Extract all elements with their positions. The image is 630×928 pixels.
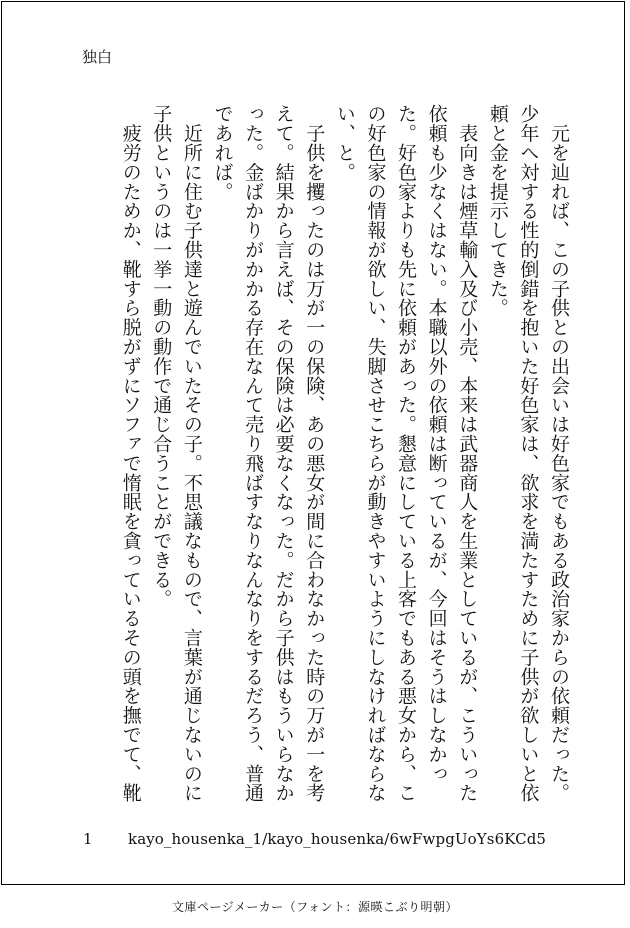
paragraph: 表向きは煙草輸入及び小売、本来は武器商人を生業としているが、こういった依頼も少なくはない。本職以外の依頼は断っているが、今回はそうはしなかった。好色家よりも先に依頼があった。懇意にしている上客でもある悪女から、この好色家の情報が欲しい、失脚させこちらが動きやすいようにしなければならない、と。 bbox=[333, 104, 479, 803]
page-number: 1 bbox=[83, 830, 93, 848]
page-frame bbox=[1, 1, 625, 885]
page-title: 独白 bbox=[82, 48, 113, 66]
paragraph: 疲労のためか、靴すら脱がずにソファで惰眠を貪っているその頭を撫でて、靴 bbox=[119, 104, 142, 803]
vertical-text-body bbox=[115, 104, 574, 804]
paragraph: 近所に住む子供達と遊んでいたその子。不思議なもので、言葉が通じないのに子供というのは一挙一動の動作で通じ合うことができる。 bbox=[150, 104, 203, 803]
paragraph: 子供を攫ったのは万が一の保険、あの悪女が間に合わなかった時の万が一を考えて。結果から言えば、その保険は必要なくなった。だから子供はもういらなかった。金ばかりがかかる存在なんて売り飛ばすなりなんなりをするだろう、普通であれば。 bbox=[211, 104, 326, 803]
source-path: kayo_housenka_1/kayo_housenka/6wFwpgUoYs6KCd5 bbox=[128, 830, 547, 848]
paragraph: 元を辿れば、この子供との出会いは好色家でもある政治家からの依頼だった。少年へ対する性的倒錯を抱いた好色家は、欲求を満たすために子供が欲しいと依頼と金を提示してきた。 bbox=[486, 104, 570, 803]
footer-credit: 文庫ページメーカー（フォント：源暎こぶり明朝） bbox=[171, 900, 459, 914]
